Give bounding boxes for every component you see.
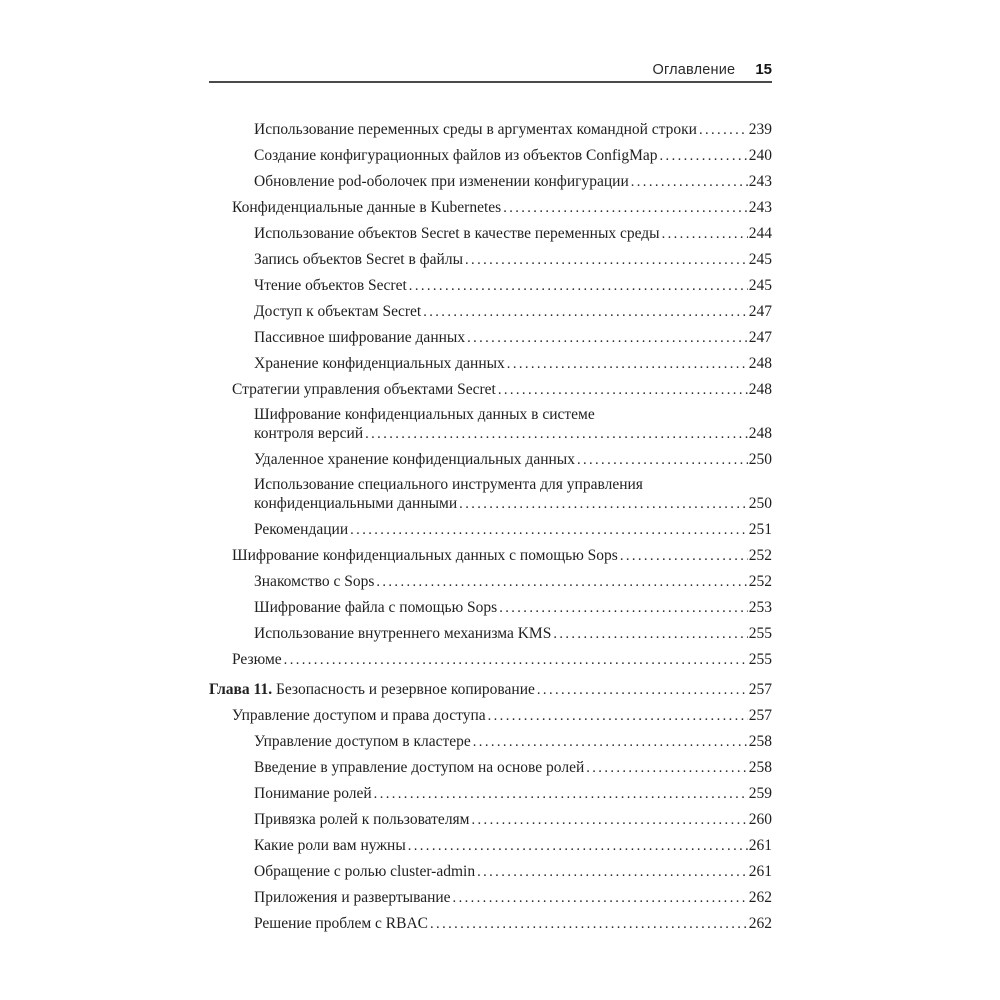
toc-entry-title-text: Приложения и развертывание [254,889,451,906]
toc-entry-title-text: Понимание ролей [254,785,372,802]
toc-entry-title-text: Использование внутреннего механизма KMS [254,625,552,642]
toc-entry-title [232,198,501,218]
dot-leader [553,624,747,644]
toc-entry-title-text: Удаленное хранение конфиденциальных данных [254,451,575,468]
toc-entry-line [254,450,772,470]
toc-page-number: 252 [748,573,772,590]
toc-entry-title-text: Пассивное шифрование данных [254,329,466,346]
running-head-page-number: 15 [755,61,772,78]
toc-entry-title [254,784,372,804]
toc-entry-title [254,146,658,166]
toc-entry [209,758,772,778]
toc-entry-title [254,758,584,778]
toc-entry-line [254,276,772,296]
dot-leader [350,520,748,540]
toc-page-number: 257 [748,707,772,724]
toc-entry [209,302,772,322]
toc-entry-title-text: Рекомендации [254,521,349,538]
toc-page-number: 247 [748,303,772,320]
toc-entry-title-text: Безопасность и резервное копирование [275,681,535,698]
toc-entry-title-text: Шифрование файла с помощью Sops [254,599,498,616]
dot-leader [620,546,748,566]
toc-entry-title-text: Обращение с ролью cluster-admin [254,863,476,880]
toc-entry [209,172,772,192]
toc-entry-title [232,380,496,400]
toc-entry-line [254,328,772,348]
dot-leader [577,450,748,470]
toc-entry-title [254,624,551,644]
toc-entry-line [254,302,772,322]
dot-leader [467,328,748,348]
dot-leader [499,598,748,618]
dot-leader [660,146,748,166]
toc-entry-title [254,328,465,348]
toc-entry-title-text: Управление доступом в кластере [254,733,471,750]
toc-entry [209,810,772,830]
toc-entry-title [254,520,348,540]
toc-entry-line [254,146,772,166]
toc-page-number: 261 [748,863,772,880]
toc-entry-line [254,862,772,882]
toc-page-number: 243 [748,199,772,216]
toc-entry [209,598,772,618]
toc-entry [209,836,772,856]
toc-entry [209,680,772,700]
toc-entry-title-text: Резюме [232,651,282,668]
toc-entry [209,146,772,166]
toc-entry [209,406,772,444]
toc-entry-title [254,450,575,470]
dot-leader [365,424,748,444]
toc-entry [209,784,772,804]
running-head [209,60,772,79]
toc-entry-title-text: Стратегии управления объектами Secret [232,381,496,398]
toc-page-number: 257 [748,681,772,698]
dot-leader [423,302,748,322]
toc-entry-title-text: Использование объектов Secret в качестве переменных среды [254,225,660,242]
toc-page-number: 244 [748,225,772,242]
toc-entry-line [254,572,772,592]
dot-leader [477,862,748,882]
toc-entry-title-text: Доступ к объектам Secret [254,303,422,320]
toc-entry [209,120,772,140]
toc-entry-line [254,836,772,856]
toc-entry-title [254,250,463,270]
toc-page-number: 253 [748,599,772,616]
toc-page-number: 248 [748,355,772,372]
toc-entry-title [254,836,406,856]
toc-page-number: 239 [748,121,772,138]
dot-leader [498,380,748,400]
toc-entry [209,706,772,726]
toc-entry-title [254,424,363,444]
toc-page-number: 255 [748,651,772,668]
toc-entry-title-line1: Шифрование конфиденциальных данных в системе [254,406,595,423]
toc-page-number: 248 [748,425,772,442]
toc-entry-line [254,598,772,618]
toc-entry-title-text: конфиденциальными данными [254,495,458,512]
dot-leader [488,706,748,726]
toc-entry [209,650,772,670]
toc-entry [209,888,772,908]
toc-entry [209,520,772,540]
toc-entry-title [254,810,470,830]
toc-entry-title [254,224,660,244]
toc-entry [209,546,772,566]
dot-leader [662,224,748,244]
chapter-prefix: Глава 11. [209,681,276,698]
toc-page-number: 245 [748,251,772,268]
dot-leader [473,732,748,752]
dot-leader [376,572,747,592]
toc-page-number: 240 [748,147,772,164]
dot-leader [537,680,748,700]
toc-entry-title [209,680,535,700]
dot-leader [409,276,748,296]
toc-entry-line [254,624,772,644]
toc-page-number: 245 [748,277,772,294]
toc-entry-title-text: Запись объектов Secret в файлы [254,251,464,268]
toc-entry-title-text: Конфиденциальные данные в Kubernetes [232,199,502,216]
toc-entry [209,450,772,470]
toc-entry-line [254,224,772,244]
toc-entry [209,250,772,270]
toc-entry-title [254,276,407,296]
dot-leader [699,120,748,140]
toc-entry-title [254,354,505,374]
toc-page-number: 258 [748,733,772,750]
toc-page-number: 259 [748,785,772,802]
toc-entry-title-text: Хранение конфиденциальных данных [254,355,505,372]
toc-entry-title [232,706,486,726]
toc-entry-line [254,914,772,934]
dot-leader [465,250,748,270]
toc-entry-line [254,758,772,778]
toc-entry [209,914,772,934]
dot-leader [374,784,748,804]
toc-entry-title-text: Какие роли вам нужны [254,837,406,854]
toc-page-number: 250 [748,451,772,468]
toc-page-number: 250 [748,495,772,512]
toc-entry-title [254,120,697,140]
toc-entry-title-text: Знакомство с Sops [254,573,375,590]
toc-entry-title [254,572,374,592]
toc-entry-title-text: Решение проблем с RBAC [254,915,429,932]
toc-entry-title-text: Создание конфигурационных файлов из объектов ConfigMap [254,147,658,164]
toc-entry-title-text: Шифрование конфиденциальных данных с помощью Sops [232,547,618,564]
dot-leader [507,354,748,374]
dot-leader [453,888,748,908]
dot-leader [408,836,748,856]
toc-entry-title [254,862,475,882]
header-rule [209,81,772,83]
toc-entry-line [254,732,772,752]
toc-page-number: 260 [748,811,772,828]
toc-entry-line [254,888,772,908]
toc-entry-title [232,650,282,670]
toc-entry [209,732,772,752]
toc-entry-title-text: Использование переменных среды в аргументах командной строки [254,121,697,138]
toc-page-number: 252 [748,547,772,564]
toc-page-number: 262 [748,889,772,906]
toc-entry-line [232,198,772,218]
dot-leader [430,914,748,934]
toc-entry-line [254,120,772,140]
toc-entry-line [254,520,772,540]
toc-list [209,120,772,940]
toc-entry-title-text: Управление доступом и права доступа [232,707,486,724]
toc-entry-line [232,380,772,400]
dot-leader [586,758,748,778]
toc-entry [209,476,772,514]
toc-entry [209,198,772,218]
toc-entry [209,862,772,882]
toc-entry [209,380,772,400]
toc-entry-line [209,680,772,700]
toc-entry [209,624,772,644]
toc-page-number: 258 [748,759,772,776]
dot-leader [459,494,748,514]
toc-entry-title [254,494,457,514]
toc-entry-title-text: Чтение объектов Secret [254,277,407,294]
toc-entry-title [254,914,428,934]
toc-entry-line [254,784,772,804]
toc-entry-title-text: Привязка ролей к пользователям [254,811,470,828]
toc-entry-line [254,424,772,444]
toc-entry-line [232,650,772,670]
toc-entry-line [254,810,772,830]
toc-page-number: 251 [748,521,772,538]
toc-entry [209,276,772,296]
toc-entry-line [232,706,772,726]
toc-page-number: 247 [748,329,772,346]
toc-entry-title [254,172,629,192]
toc-entry-line [232,546,772,566]
toc-page-number: 243 [748,173,772,190]
toc-entry-title [254,598,497,618]
toc-entry-line [254,250,772,270]
toc-entry-title [254,888,451,908]
toc-entry [209,328,772,348]
toc-page-number: 261 [748,837,772,854]
dot-leader [472,810,748,830]
toc-entry-title [254,732,471,752]
toc-entry-title-text: контроля версий [254,425,364,442]
toc-entry-line [254,172,772,192]
toc-entry-line [254,354,772,374]
dot-leader [284,650,748,670]
toc-entry-title-line1: Использование специального инструмента для управления [254,476,643,493]
toc-page-number: 255 [748,625,772,642]
dot-leader [631,172,748,192]
toc-entry [209,224,772,244]
toc-entry-title [232,546,618,566]
toc-entry-title-text: Обновление pod-оболочек при изменении конфигурации [254,173,629,190]
toc-entry [209,572,772,592]
toc-entry-title [254,302,421,322]
toc-entry [209,354,772,374]
toc-entry-title-text: Введение в управление доступом на основе ролей [254,759,585,776]
toc-entry-line [254,494,772,514]
toc-page-number: 248 [748,381,772,398]
running-head-title: Оглавление [652,62,736,78]
dot-leader [503,198,748,218]
toc-page-number: 262 [748,915,772,932]
